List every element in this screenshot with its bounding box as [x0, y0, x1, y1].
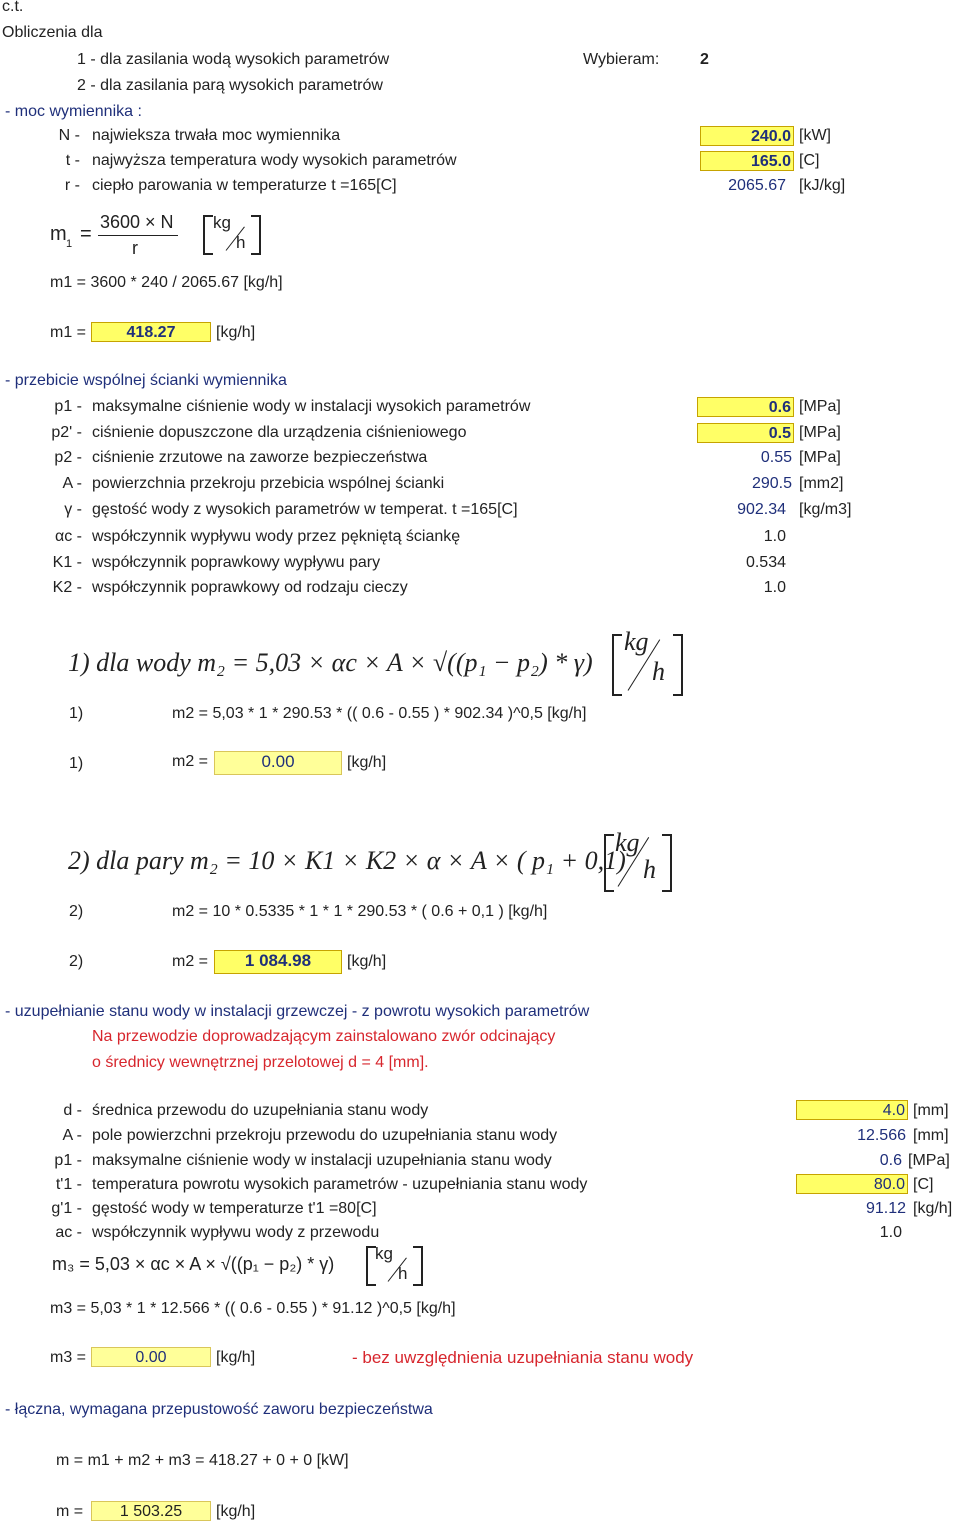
woda-calc-num: 1) — [69, 705, 84, 722]
uzup-unit-bracket-right — [413, 1246, 423, 1286]
laczna-heading: - łączna, wymagana przepustowość zaworu bezpieczeństwa — [5, 1401, 433, 1418]
choose-label: Wybieram: — [583, 51, 660, 68]
uzup-unit-top: kg — [375, 1244, 393, 1263]
uzup-value-t1[interactable]: 80.0 — [796, 1174, 908, 1194]
przebicie-sym-gamma: γ - — [64, 501, 82, 518]
przebicie-sym-k2: K2 - — [52, 579, 82, 596]
moc-sym-r: r - — [64, 177, 80, 194]
przebicie-desc-p2prim: ciśnienie dopuszczone dla urządzenia ciśnieniowego — [92, 424, 467, 441]
przebicie-unit-a: [mm2] — [799, 475, 844, 492]
uzup-value-ac: 1.0 — [879, 1224, 902, 1241]
moc-calc: m1 = 3600 * 240 / 2065.67 [kg/h] — [50, 274, 283, 291]
laczna-calc: m = m1 + m2 + m3 = 418.27 + 0 + 0 [kW] — [56, 1452, 349, 1469]
formula-m1-den: r — [132, 238, 138, 258]
uzup-desc-a: pole powierzchni przekroju przewodu do uzupełniania stanu wody — [92, 1127, 558, 1144]
uzup-value-p1: 0.6 — [879, 1152, 902, 1169]
woda-formula: 1) dla wody m₂ = 5,03 × αc × A × √((p₁ − p₂) * γ) — [68, 648, 593, 677]
woda-unit-top: kg — [624, 627, 649, 656]
uzup-unit-a: [mm] — [913, 1127, 949, 1144]
przebicie-sym-alphac: αc - — [54, 528, 82, 545]
woda-result-value[interactable]: 0.00 — [214, 751, 342, 775]
przebicie-desc-p2: ciśnienie zrzutowe na zaworze bezpieczeństwa — [92, 449, 428, 466]
przebicie-sym-p2prim: p2' - — [51, 424, 82, 441]
uzup-calc: m3 = 5,03 * 1 * 12.566 * (( 0.6 - 0.55 ) * 91.12 )^0,5 [kg/h] — [50, 1300, 456, 1317]
header-line2: Obliczenia dla — [2, 24, 103, 41]
formula-m1-sub: 1 — [66, 238, 73, 250]
moc-desc-t: najwyższa temperatura wody wysokich parametrów — [92, 152, 457, 169]
przebicie-desc-p1: maksymalne ciśnienie wody w instalacji wysokich parametrów — [92, 398, 531, 415]
formula-m1-fraction-bar — [98, 235, 178, 236]
choose-value[interactable]: 2 — [700, 51, 709, 68]
laczna-result-label: m = — [56, 1503, 84, 1520]
uzup-unit-p1: [MPa] — [908, 1152, 950, 1169]
uzup-result-note: - bez uwzględnienia uzupełniania stanu wody — [352, 1348, 694, 1367]
para-result-label: m2 = — [172, 953, 209, 970]
przebicie-sym-a: A - — [62, 475, 82, 492]
uzup-unit-d: [mm] — [913, 1102, 949, 1119]
przebicie-desc-k2: współczynnik poprawkowy od rodzaju cieczy — [92, 579, 408, 596]
przebicie-desc-alphac: współczynnik wypływu wody przez pękniętą ściankę — [92, 528, 461, 545]
moc-result-label: m1 = — [50, 324, 87, 341]
para-calc-num: 2) — [69, 903, 84, 920]
przebicie-desc-k1: współczynnik poprawkowy wypływu pary — [92, 554, 381, 571]
przebicie-sym-p1: p1 - — [54, 398, 82, 415]
uzup-unit-bot: h — [398, 1264, 408, 1283]
para-unit-bracket-left — [604, 834, 614, 892]
przebicie-desc-a: powierzchnia przekroju przebicia wspólnej ścianki — [92, 475, 445, 492]
przebicie-heading: - przebicie wspólnej ścianki wymiennika — [5, 372, 287, 389]
moc-desc-n: najwieksza trwała moc wymiennika — [92, 127, 341, 144]
przebicie-value-k2: 1.0 — [763, 579, 786, 596]
woda-result-unit: [kg/h] — [347, 754, 387, 771]
uzup-unit-g1: [kg/h] — [913, 1200, 953, 1217]
woda-unit-bot: h — [652, 657, 665, 686]
przebicie-unit-p2: [MPa] — [799, 449, 841, 466]
woda-result-num: 1) — [69, 755, 84, 772]
uzup-desc-ac: współczynnik wypływu wody z przewodu — [92, 1224, 380, 1241]
moc-value-t[interactable]: 165.0 — [700, 151, 794, 171]
woda-calc: m2 = 5,03 * 1 * 290.53 * (( 0.6 - 0.55 ) * 902.34 )^0,5 [kg/h] — [172, 705, 587, 722]
przebicie-value-gamma: 902.34 — [737, 501, 786, 518]
uzup-value-a: 12.566 — [857, 1127, 906, 1144]
uzup-sym-g1: g'1 - — [51, 1200, 82, 1217]
option-1: 1 - dla zasilania wodą wysokich parametrów — [77, 51, 390, 68]
para-unit-top: kg — [615, 828, 640, 857]
moc-heading: - moc wymiennika : — [5, 103, 142, 120]
moc-value-n[interactable]: 240.0 — [700, 126, 794, 146]
przebicie-unit-p1: [MPa] — [799, 398, 841, 415]
para-result-value[interactable]: 1 084.98 — [214, 950, 342, 974]
formula-m1-unit-bot: h — [236, 233, 246, 252]
uzup-unit-t1: [C] — [913, 1176, 934, 1193]
uzup-desc-t1: temperatura powrotu wysokich parametrów - uzupełniania stanu wody — [92, 1176, 588, 1193]
uzup-result-unit: [kg/h] — [216, 1349, 256, 1366]
para-result-unit: [kg/h] — [347, 953, 387, 970]
moc-sym-t: t - — [65, 152, 80, 169]
moc-sym-n: N - — [58, 127, 80, 144]
przebicie-value-p2prim[interactable]: 0.5 — [697, 423, 794, 443]
przebicie-value-a: 290.5 — [751, 475, 792, 492]
przebicie-unit-p2prim: [MPa] — [799, 424, 841, 441]
uzup-desc-d: średnica przewodu do uzupełniania stanu wody — [92, 1102, 429, 1119]
header-line1: c.t. — [2, 0, 24, 15]
uzupelnianie-note1: Na przewodzie doprowadzającym zainstalowano zwór odcinający — [92, 1028, 556, 1045]
uzup-result-value[interactable]: 0.00 — [91, 1347, 211, 1367]
moc-result-value[interactable]: 418.27 — [91, 322, 211, 342]
przebicie-value-alphac: 1.0 — [763, 528, 786, 545]
przebicie-sym-k1: K1 - — [52, 554, 82, 571]
przebicie-sym-p2: p2 - — [54, 449, 82, 466]
unit-bracket-left — [203, 215, 213, 255]
formula-m1-lhs: m — [50, 223, 67, 245]
para-calc: m2 = 10 * 0.5335 * 1 * 1 * 290.53 * ( 0.6 + 0,1 ) [kg/h] — [172, 903, 548, 920]
moc-result-unit: [kg/h] — [216, 324, 256, 341]
laczna-result-value[interactable]: 1 503.25 — [91, 1501, 211, 1521]
uzup-sym-p1: p1 - — [54, 1152, 82, 1169]
przebicie-value-k1: 0.534 — [745, 554, 786, 571]
para-unit-bot: h — [643, 855, 656, 884]
laczna-result-unit: [kg/h] — [216, 1503, 256, 1520]
option-2: 2 - dla zasilania parą wysokich parametrów — [77, 77, 383, 94]
uzup-sym-t1: t'1 - — [55, 1176, 82, 1193]
para-result-num: 2) — [69, 953, 84, 970]
uzup-value-g1: 91.12 — [865, 1200, 906, 1217]
woda-unit-bracket-left — [612, 634, 622, 696]
formula-m1-num: 3600 × N — [100, 212, 174, 232]
moc-unit-r: [kJ/kg] — [799, 177, 846, 194]
uzup-desc-g1: gęstość wody w temperaturze t'1 =80[C] — [92, 1200, 377, 1217]
para-formula: 2) dla pary m₂ = 10 × K1 × K2 × α × A × ( p₁ + 0,1) — [68, 846, 626, 875]
uzup-result-label: m3 = — [50, 1349, 87, 1366]
przebicie-desc-gamma: gęstość wody z wysokich parametrów w temperat. t =165[C] — [92, 501, 518, 518]
formula-m1-unit-top: kg — [213, 213, 231, 232]
uzup-sym-d: d - — [63, 1102, 82, 1119]
uzup-formula: m₃ = 5,03 × αc × A × √((p₁ − p₂) * γ) — [52, 1254, 335, 1274]
przebicie-value-p2: 0.55 — [760, 449, 792, 466]
unit-bracket-right — [251, 215, 261, 255]
przebicie-unit-gamma: [kg/m3] — [799, 501, 852, 518]
moc-value-r: 2065.67 — [728, 177, 786, 194]
moc-desc-r: ciepło parowania w temperaturze t =165[C] — [92, 177, 397, 194]
uzupelnianie-note2: o średnicy wewnętrznej przelotowej d = 4 [mm]. — [92, 1054, 429, 1071]
moc-unit-t: [C] — [799, 152, 820, 169]
formula-m1-eq: = — [80, 223, 92, 245]
przebicie-value-p1[interactable]: 0.6 — [697, 397, 794, 417]
woda-unit-bracket-right — [673, 634, 683, 696]
uzup-value-d[interactable]: 4.0 — [796, 1100, 908, 1120]
para-unit-bracket-right — [662, 834, 672, 892]
uzup-sym-a: A - — [62, 1127, 82, 1144]
uzupelnianie-heading: - uzupełnianie stanu wody w instalacji grzewczej - z powrotu wysokich parametrów — [5, 1003, 590, 1020]
moc-unit-n: [kW] — [799, 127, 831, 144]
uzup-sym-ac: ac - — [55, 1224, 82, 1241]
uzup-desc-p1: maksymalne ciśnienie wody w instalacji uzupełniania stanu wody — [92, 1152, 552, 1169]
woda-result-label: m2 = — [172, 753, 209, 770]
